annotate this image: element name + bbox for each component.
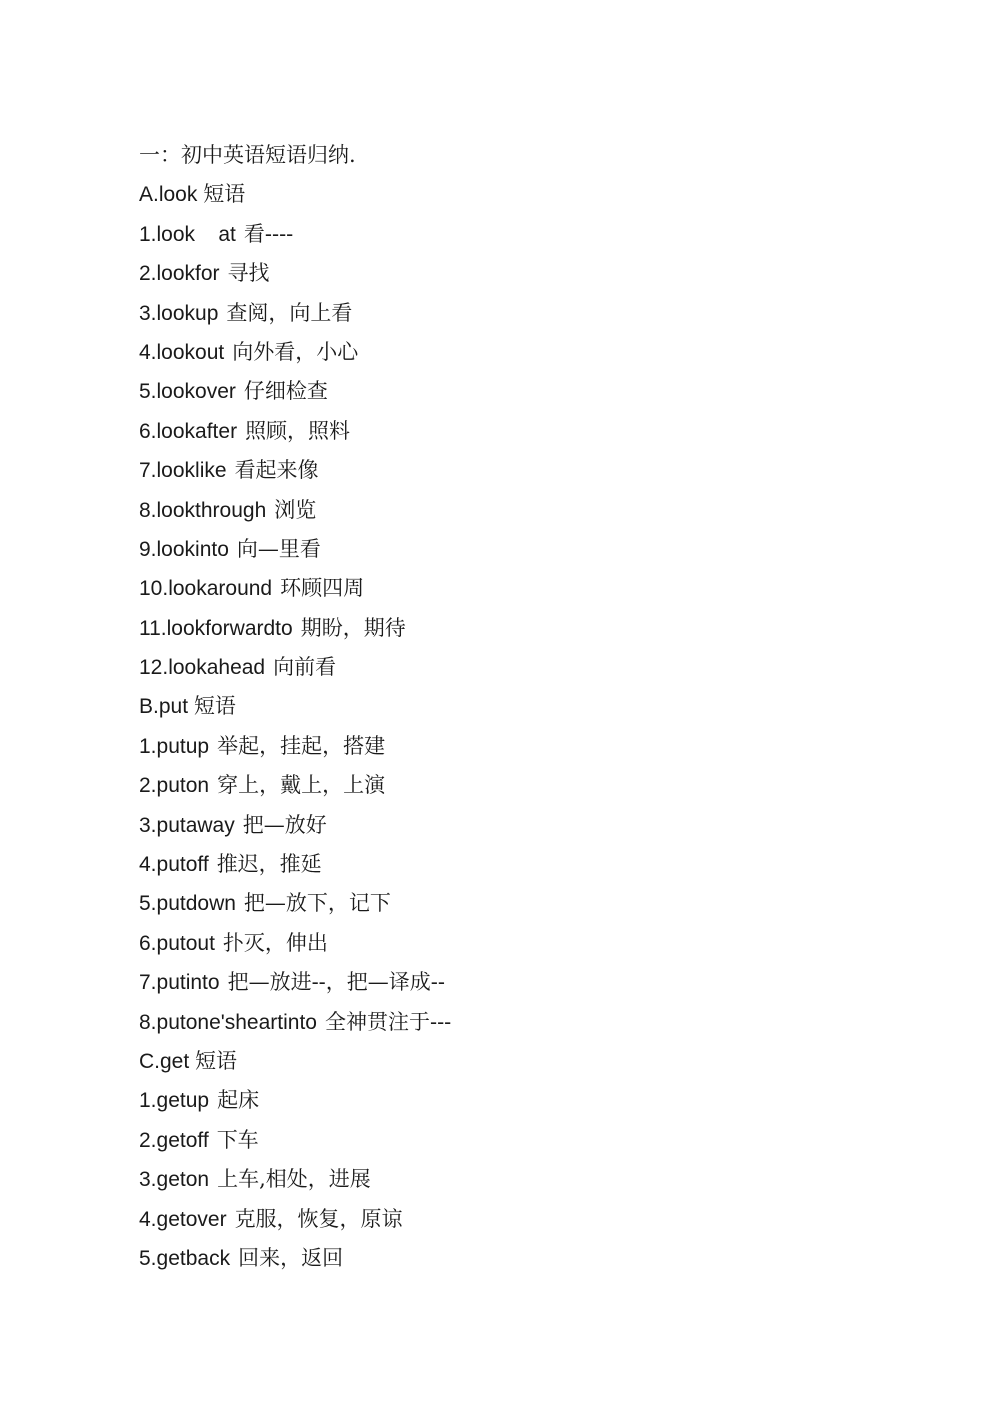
phrase-meaning: 举起，挂起，搭建 xyxy=(217,733,386,758)
phrase-item xyxy=(139,372,919,411)
phrase-meaning: 回来，返回 xyxy=(238,1245,344,1270)
phrase-term: 1.look at xyxy=(139,222,236,246)
phrase-meaning: 把—放好 xyxy=(242,812,327,837)
sections-container xyxy=(139,175,919,1278)
phrase-term: 5.getback xyxy=(139,1246,231,1270)
phrase-item xyxy=(139,845,919,884)
phrase-term: 2.getoff xyxy=(139,1128,209,1152)
phrase-term: 1.getup xyxy=(139,1089,210,1113)
phrase-term: 5.putdown xyxy=(139,892,236,916)
phrase-item xyxy=(139,924,919,963)
phrase-meaning: 环顾四周 xyxy=(280,576,365,601)
phrase-meaning: 浏览 xyxy=(274,497,317,522)
phrase-term: 9.lookinto xyxy=(139,537,229,561)
phrase-term: 11.lookforwardto xyxy=(139,616,293,640)
phrase-item xyxy=(139,1200,919,1239)
phrase-item xyxy=(139,1160,919,1199)
phrase-term: 3.geton xyxy=(139,1168,210,1192)
section-heading: A.look 短语 xyxy=(139,183,246,207)
phrase-meaning: 上车,相处，进展 xyxy=(217,1167,371,1192)
phrase-term: 4.lookout xyxy=(139,340,225,364)
phrase-item xyxy=(139,727,919,766)
phrase-term: 6.putout xyxy=(139,931,215,955)
phrase-item xyxy=(139,806,919,845)
phrase-meaning: 向外看，小心 xyxy=(232,339,359,364)
phrase-item xyxy=(139,491,919,530)
phrase-meaning: 照顾，照料 xyxy=(245,418,351,443)
section-heading: C.get 短语 xyxy=(139,1049,238,1073)
phrase-term: 2.puton xyxy=(139,774,210,798)
phrase-meaning: 看---- xyxy=(243,221,294,246)
phrase-meaning: 推迟，推延 xyxy=(216,852,322,877)
document-title: 一：初中英语短语归纳. xyxy=(139,143,356,167)
phrase-meaning: 扑灭，伸出 xyxy=(222,930,328,955)
phrase-item xyxy=(139,333,919,372)
phrase-item xyxy=(139,1239,919,1278)
phrase-term: 7.putinto xyxy=(139,971,220,995)
phrase-meaning: 看起来像 xyxy=(234,458,319,483)
phrase-item xyxy=(139,884,919,923)
phrase-item xyxy=(139,569,919,608)
phrase-meaning: 向前看 xyxy=(273,655,337,680)
section-heading: B.put 短语 xyxy=(139,695,236,719)
phrase-term: 2.lookfor xyxy=(139,262,220,286)
phrase-meaning: 下车 xyxy=(216,1127,259,1152)
phrase-term: 10.lookaround xyxy=(139,577,273,601)
phrase-meaning: 克服，恢复，原谅 xyxy=(234,1206,403,1231)
phrase-term: 1.putup xyxy=(139,734,210,758)
phrase-item xyxy=(139,766,919,805)
phrase-item xyxy=(139,609,919,648)
phrase-term: 6.lookafter xyxy=(139,419,238,443)
phrase-item xyxy=(139,1121,919,1160)
phrase-term: 7.looklike xyxy=(139,459,227,483)
phrase-item xyxy=(139,451,919,490)
phrase-term: 3.lookup xyxy=(139,301,219,325)
phrase-term: 8.putone'sheartinto xyxy=(139,1010,317,1034)
phrase-term: 12.lookahead xyxy=(139,656,266,680)
phrase-item xyxy=(139,215,919,254)
phrase-meaning: 全神贯注于--- xyxy=(324,1009,452,1034)
phrase-meaning: 查阅，向上看 xyxy=(226,300,353,325)
phrase-term: 4.putoff xyxy=(139,853,209,877)
phrase-term: 4.getover xyxy=(139,1207,227,1231)
phrase-item xyxy=(139,254,919,293)
phrase-meaning: 把—放下，记下 xyxy=(243,891,391,916)
document-body xyxy=(139,136,919,1278)
phrase-meaning: 仔细检查 xyxy=(243,379,328,404)
phrase-item xyxy=(139,1003,919,1042)
phrase-meaning: 起床 xyxy=(217,1088,260,1113)
phrase-term: 3.putaway xyxy=(139,813,235,837)
phrase-term: 8.lookthrough xyxy=(139,498,267,522)
phrase-meaning: 向—里看 xyxy=(236,536,321,561)
phrase-item xyxy=(139,412,919,451)
phrase-term: 5.lookover xyxy=(139,380,236,404)
phrase-item xyxy=(139,1081,919,1120)
phrase-item xyxy=(139,530,919,569)
phrase-item xyxy=(139,963,919,1002)
phrase-item xyxy=(139,648,919,687)
phrase-item xyxy=(139,294,919,333)
phrase-meaning: 寻找 xyxy=(227,261,270,286)
phrase-meaning: 期盼，期待 xyxy=(300,615,406,640)
phrase-meaning: 把—放进--，把—译成-- xyxy=(227,970,445,995)
phrase-meaning: 穿上，戴上，上演 xyxy=(217,773,386,798)
